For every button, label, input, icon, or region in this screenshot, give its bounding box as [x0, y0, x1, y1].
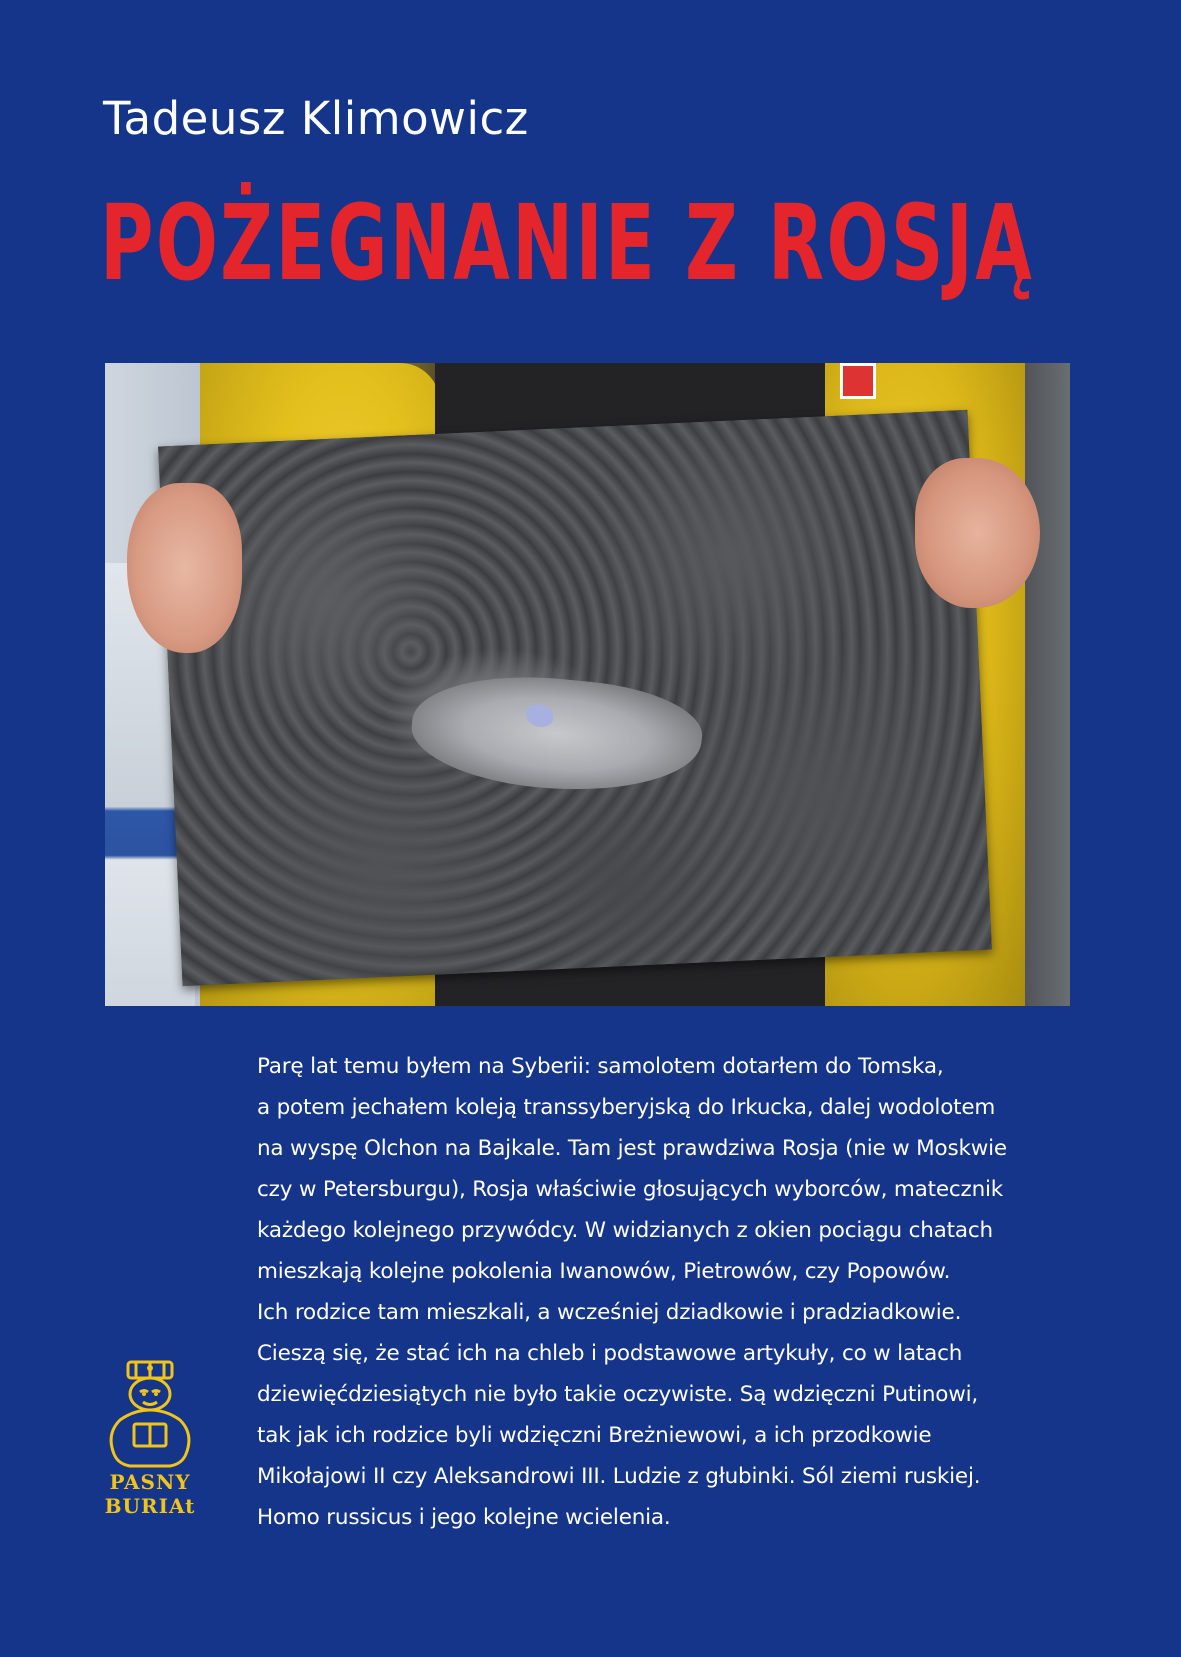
buriat-figure-icon [100, 1358, 200, 1470]
blurb-line: każdego kolejnego przywódcy. W widzianych z okien pociągu chatach [257, 1218, 993, 1243]
blurb-line: Cieszą się, że stać ich na chleb i podstawowe artykuły, co w latach [257, 1341, 963, 1366]
blurb-line: tak jak ich rodzice byli wdzięczni Breżniewowi, a ich przodkowie [257, 1423, 932, 1448]
cover-photo [105, 363, 1070, 1006]
left-hand [127, 483, 242, 653]
blurb-line: Parę lat temu byłem na Syberii: samolotem dotarłem do Tomska, [257, 1054, 944, 1079]
publisher-word-2: BURIAt [104, 1494, 196, 1518]
blurb-line: mieszkają kolejne pokolenia Iwanowów, Pietrowów, czy Popowów. [257, 1259, 951, 1284]
publisher-word-1: PASNY [109, 1470, 191, 1494]
blurb-line: Ich rodzice tam mieszkali, a wcześniej dziadkowie i pradziadkowie. [257, 1300, 962, 1325]
blurb-line: na wyspę Olchon na Bajkale. Tam jest prawdziwa Rosja (nie w Moskwie [257, 1136, 1007, 1161]
back-cover-blurb [257, 1046, 1097, 1538]
blurb-line: dziewięćdziesiątych nie było takie oczywiste. Są wdzięczni Putinowi, [257, 1382, 979, 1407]
jacket-badge [840, 363, 876, 399]
author-name: Tadeusz Klimowicz [103, 92, 529, 145]
book-title: POŻEGNANIE Z ROSJĄ [100, 182, 1035, 304]
held-photograph [158, 410, 992, 986]
hand-in-mud [407, 665, 706, 802]
publisher-logo [100, 1358, 200, 1528]
blurb-line: czy w Petersburgu), Rosja właściwie głosujących wyborców, matecznik [257, 1177, 1004, 1202]
blurb-line: Homo russicus i jego kolejne wcielenia. [257, 1505, 671, 1530]
blurb-line: Mikołajowi II czy Aleksandrowi III. Ludzie z głubinki. Sól ziemi ruskiej. [257, 1464, 981, 1489]
right-hand [915, 458, 1040, 608]
blurb-line: a potem jechałem koleją transsyberyjską do Irkucka, dalej wodolotem [257, 1095, 996, 1120]
